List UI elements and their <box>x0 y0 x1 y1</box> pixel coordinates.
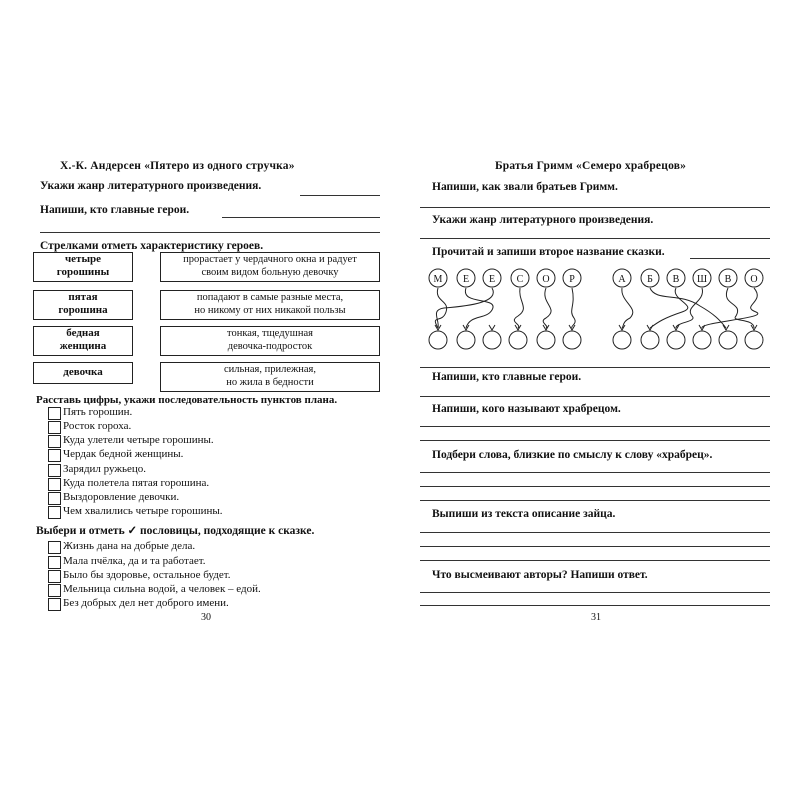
trait-box[interactable] <box>160 362 380 392</box>
answer-line[interactable] <box>300 195 380 196</box>
number-box[interactable] <box>48 506 61 519</box>
answer-circle[interactable] <box>667 331 685 349</box>
answer-circle[interactable] <box>613 331 631 349</box>
answer-line[interactable] <box>420 426 770 427</box>
question-arrows: Стрелками отметь характеристику героев. <box>40 240 264 252</box>
maze-line <box>543 288 551 328</box>
checkbox[interactable] <box>48 570 61 583</box>
answer-line[interactable] <box>420 238 770 239</box>
hero-label: четыре <box>64 253 102 265</box>
hero-label: бедная <box>66 327 100 339</box>
checkbox[interactable] <box>48 584 61 597</box>
trait-box[interactable] <box>160 326 380 356</box>
left-title: Х.-К. Андерсен «Пятеро из одного стручка» <box>60 160 295 172</box>
trait-text: сильная, прилежная, <box>223 364 317 375</box>
question-names: Напиши, как звали братьев Гримм. <box>432 181 618 193</box>
answer-line[interactable] <box>420 486 770 487</box>
answer-circle[interactable] <box>693 331 711 349</box>
answer-circle[interactable] <box>483 331 501 349</box>
right-page <box>400 0 800 800</box>
maze-line <box>676 288 702 328</box>
number-box[interactable] <box>48 421 61 434</box>
answer-line[interactable] <box>420 396 770 397</box>
hero-box-poor-woman[interactable] <box>33 326 133 356</box>
puzzle-letter: В <box>724 274 732 285</box>
puzzle-letter: Е <box>462 274 470 285</box>
answer-line[interactable] <box>420 532 770 533</box>
question-mock: Что высмеивают авторы? Напиши ответ. <box>432 569 648 581</box>
trait-text: но никому от них никакой пользы <box>194 305 346 316</box>
answer-circle[interactable] <box>563 331 581 349</box>
puzzle-letter: О <box>750 274 758 285</box>
question-plan: Расставь цифры, укажи последовательность пунктов плана. <box>36 394 338 406</box>
left-page: Х.-К. Андерсен «Пятеро из одного стручка» Укажи жанр литературного произведения. Напиши, кто главные герои. Стрелками отметь характеристику героев. четыре горошины пятая горошина бедная женщина девочка прорастает у чердачного окна и радует своим видом больную девочку попадают в самые разные места, но никому от них никакой пользы тонкая, тщедушная девочка-подросток сильная, прилежная, но жила в бедности Расставь цифры, укажи последовательность пунктов плана. Пять горошин. Росток гороха. Куда улетели четыре горошины. Чердак бедной женщины. Зарядил ружьецо. Куда полетела пятая горошина. Выздоровление девочки. Чем хвалились четыре горошины. Выбери и отметь ✓ пословицы, подходящие к сказке. Жизнь дана на добрые дела. Мала пчёлка, да и та работает. Было бы здоровье, остальное будет. Мельница сильна водой, а человек – едой. Без добрых дел нет доброго имени. 30 <box>0 0 400 800</box>
trait-text: попадают в самые разные места, <box>196 292 344 303</box>
trait-box[interactable] <box>160 252 380 282</box>
answer-line[interactable] <box>690 258 770 259</box>
number-box[interactable] <box>48 478 61 491</box>
maze-line <box>465 288 493 328</box>
maze-line <box>514 288 523 328</box>
hero-box-fifth-pea[interactable] <box>33 290 133 320</box>
trait-text: тонкая, тщедушная <box>227 328 313 339</box>
question-synonyms: Подбери слова, близкие по смыслу к слову «храбрец». <box>432 449 713 461</box>
answer-line[interactable] <box>420 560 770 561</box>
answer-line[interactable] <box>420 592 770 593</box>
answer-line[interactable] <box>420 500 770 501</box>
puzzle-letter: Р <box>569 274 575 285</box>
trait-text: прорастает у чердачного окна и радует <box>183 254 357 265</box>
maze-line <box>622 288 633 328</box>
answer-line[interactable] <box>40 232 380 233</box>
number-box[interactable] <box>48 492 61 505</box>
hero-label: горошины <box>56 266 110 278</box>
arrow-heads <box>435 325 757 330</box>
number-box[interactable] <box>48 464 61 477</box>
puzzle-letter: О <box>542 274 550 285</box>
maze-line <box>572 288 575 328</box>
puzzle-letter: М <box>433 274 443 285</box>
answer-line[interactable] <box>420 207 770 208</box>
answer-line[interactable] <box>420 605 770 606</box>
hero-box-girl[interactable] <box>33 362 133 384</box>
answer-circle[interactable] <box>537 331 555 349</box>
question-heroes: Напиши, кто главные герои. <box>432 371 582 383</box>
answer-line[interactable] <box>420 472 770 473</box>
letter-maze-puzzle[interactable] <box>400 262 800 362</box>
checkbox[interactable] <box>48 556 61 569</box>
puzzle-letter: Е <box>488 274 496 285</box>
answer-line[interactable] <box>420 367 770 368</box>
answer-circle[interactable] <box>641 331 659 349</box>
answer-circle[interactable] <box>429 331 447 349</box>
puzzle-letter: С <box>516 274 524 285</box>
hero-label: женщина <box>59 340 107 352</box>
answer-line[interactable] <box>222 217 380 218</box>
trait-box[interactable] <box>160 290 380 320</box>
hero-label: пятая <box>68 291 98 303</box>
puzzle-letter: Ш <box>696 274 708 285</box>
maze-line <box>436 288 493 328</box>
hero-box-four-peas[interactable] <box>33 252 133 282</box>
answer-circle[interactable] <box>745 331 763 349</box>
question-hare: Выпиши из текста описание зайца. <box>432 508 616 520</box>
checkbox[interactable] <box>48 598 61 611</box>
puzzle-letter: А <box>618 274 626 285</box>
hero-label: девочка <box>63 366 103 378</box>
number-box[interactable] <box>48 449 61 462</box>
answer-circle[interactable] <box>509 331 527 349</box>
answer-circle[interactable] <box>457 331 475 349</box>
trait-text: но жила в бедности <box>226 377 314 388</box>
page-number: 30 <box>201 612 211 623</box>
answer-circle[interactable] <box>719 331 737 349</box>
number-box[interactable] <box>48 407 61 420</box>
answer-line[interactable] <box>420 546 770 547</box>
number-box[interactable] <box>48 435 61 448</box>
right-title: Братья Гримм «Семеро храбрецов» <box>495 160 687 172</box>
question-second-name: Прочитай и запиши второе название сказки. <box>432 246 665 258</box>
checkbox[interactable] <box>48 541 61 554</box>
question-heroes: Напиши, кто главные герои. <box>40 204 190 216</box>
puzzle-letter: Б <box>647 274 653 285</box>
maze-line <box>726 288 754 328</box>
answer-line[interactable] <box>420 440 770 441</box>
puzzle-letter: В <box>672 274 680 285</box>
page-number: 31 <box>591 612 601 623</box>
hero-label: горошина <box>58 304 108 316</box>
question-brave: Напиши, кого называют храбрецом. <box>432 403 621 415</box>
question-genre: Укажи жанр литературного произведения. <box>40 180 262 192</box>
question-genre: Укажи жанр литературного произведения. <box>432 214 654 226</box>
question-proverbs: Выбери и отметь ✓ пословицы, подходящие к сказке. <box>36 525 315 537</box>
trait-text: девочка-подросток <box>227 341 313 352</box>
trait-text: своим видом больную девочку <box>201 267 339 278</box>
